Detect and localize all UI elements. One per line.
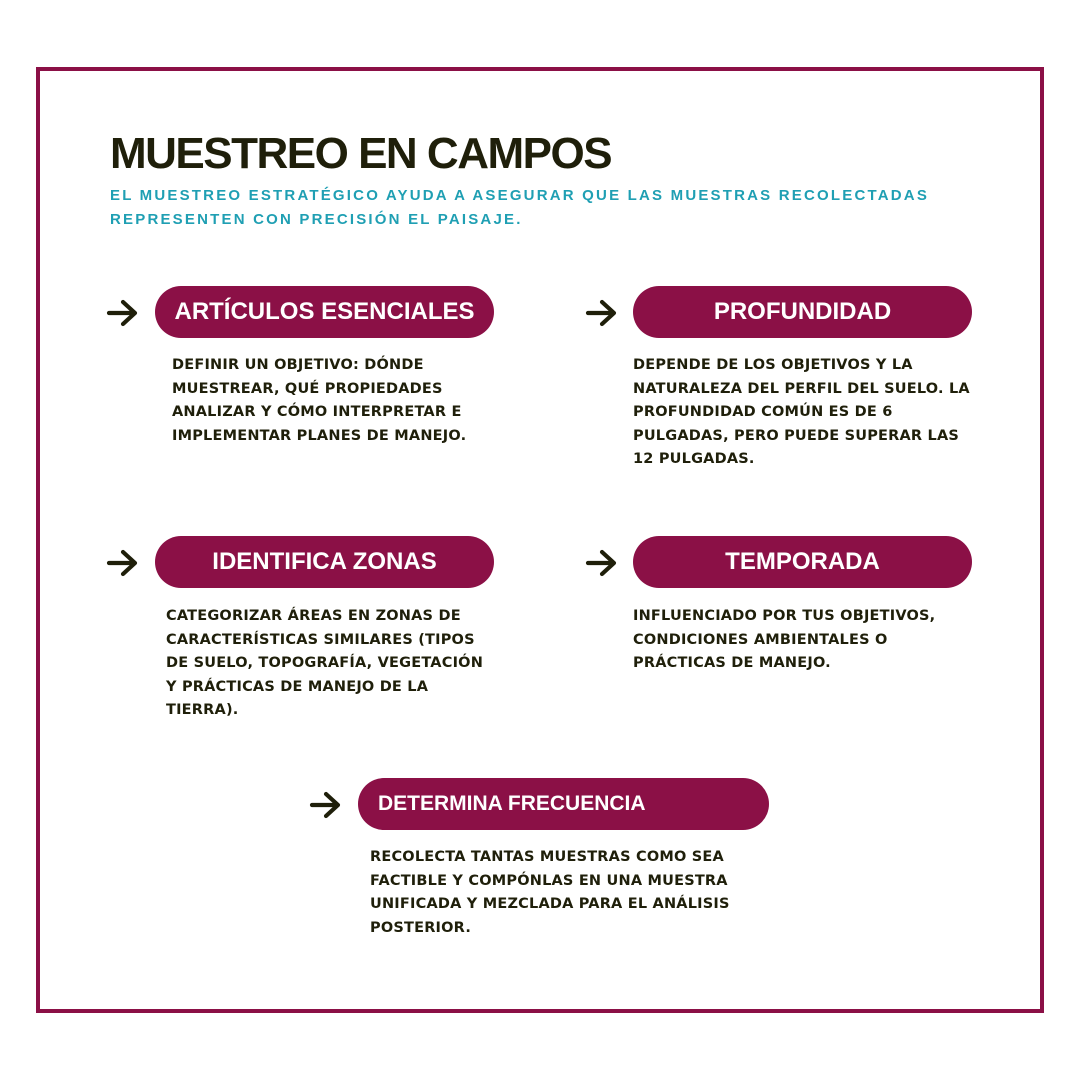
section-description: DEFINIR UN OBJETIVO: DÓNDE MUESTREAR, QUÉ PROPIEDADES ANALIZAR Y CÓMO INTERPRETAR E IMPLEMENTAR PLANES DE MANEJO. bbox=[172, 357, 467, 444]
section-pill-determina-frecuencia bbox=[358, 778, 769, 830]
section-description: DEPENDE DE LOS OBJETIVOS Y LA NATURALEZA DEL PERFIL DEL SUELO. LA PROFUNDIDAD COMÚN ES DE 6 PULGADAS, PERO PUEDE SUPERAR LAS 12 PULGADAS. bbox=[633, 357, 970, 467]
arrow-right-icon bbox=[585, 548, 621, 578]
section-description: CATEGORIZAR ÁREAS EN ZONAS DE CARACTERÍSTICAS SIMILARES (TIPOS DE SUELO, TOPOGRAFÍA, VEGETACIÓN Y PRÁCTICAS DE MANEJO DE LA TIERRA). bbox=[166, 608, 484, 718]
section-label: DETERMINA FRECUENCIA bbox=[378, 792, 646, 815]
section-pill-temporada bbox=[633, 536, 972, 588]
section-pill-profundidad bbox=[633, 286, 972, 338]
section-description: RECOLECTA TANTAS MUESTRAS COMO SEA FACTIBLE Y COMPÓNLAS EN UNA MUESTRA UNIFICADA Y MEZCLADA PARA EL ANÁLISIS POSTERIOR. bbox=[370, 849, 730, 936]
arrow-right-icon bbox=[309, 790, 345, 820]
page-title: MUESTREO EN CAMPOS bbox=[110, 129, 612, 178]
arrow-right-icon bbox=[106, 298, 142, 328]
section-pill-identifica-zonas bbox=[155, 536, 494, 588]
page-subtitle: EL MUESTREO ESTRATÉGICO AYUDA A ASEGURAR QUE LAS MUESTRAS RECOLECTADAS REPRESENTEN CON PRECISIÓN EL PAISAJE. bbox=[110, 187, 930, 228]
section-pill-articulos-esenciales bbox=[155, 286, 494, 338]
arrow-right-icon bbox=[585, 298, 621, 328]
section-label: IDENTIFICA ZONAS bbox=[212, 548, 437, 575]
section-label: TEMPORADA bbox=[725, 548, 880, 575]
section-label: PROFUNDIDAD bbox=[713, 298, 892, 325]
arrow-right-icon bbox=[106, 548, 142, 578]
section-description: INFLUENCIADO POR TUS OBJETIVOS, CONDICIONES AMBIENTALES O PRÁCTICAS DE MANEJO. bbox=[633, 608, 936, 671]
section-label: ARTÍCULOS ESENCIALES bbox=[174, 298, 475, 325]
